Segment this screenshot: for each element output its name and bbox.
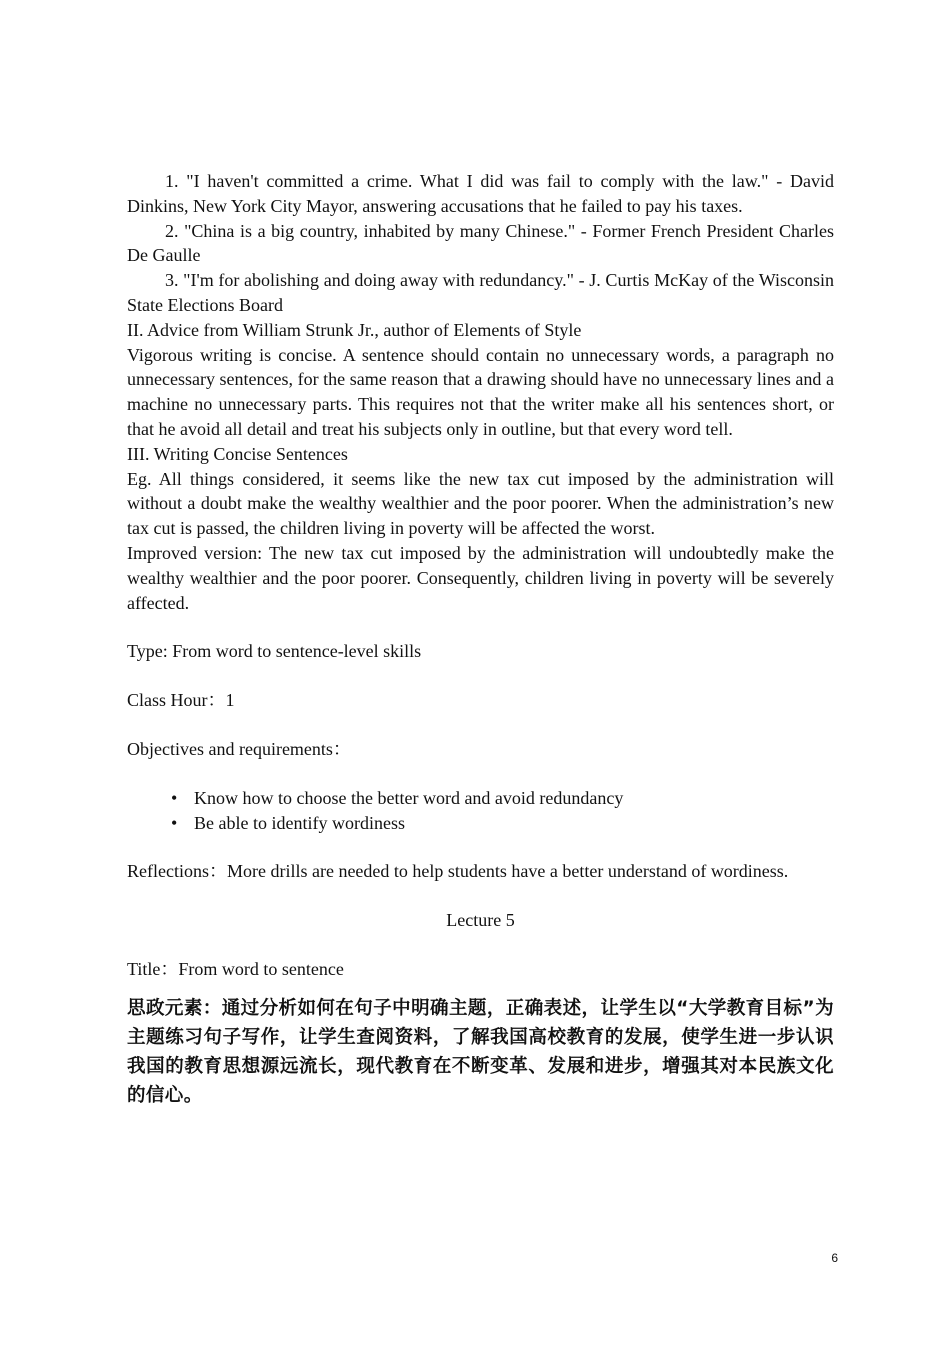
page-content (127, 169, 834, 1110)
quote-2: 2. "China is a big country, inhabited by many Chinese." - Former French President Charles De Gaulle (127, 220, 834, 266)
spacer (127, 762, 834, 786)
spacer (127, 713, 834, 737)
objectives-heading: Objectives and requirements： (127, 738, 351, 759)
quote-1: 1. "I haven't committed a crime. What I did was fail to comply with the law." - David Dinkins, New York City Mayor, answering accusations that he failed to pay his taxes. (127, 171, 834, 216)
quote-3: 3. "I'm for abolishing and doing away with redundancy." - J. Curtis McKay of the Wisconsin State Elections Board (127, 270, 834, 315)
spacer (127, 615, 834, 639)
type-line: Type: From word to sentence-level skills (127, 641, 422, 662)
spacer (127, 884, 834, 908)
ideology-elements: 思政元素：通过分析如何在句子中明确主题，正确表述，让学生以“大学教育目标”为主题练习句子写作，让学生查阅资料，了解我国高校教育的发展，使学生进一步认识我国的教育思想源远流长，现代教育在不断变革、发展和进步，增强其对本民族文化的信心。 (127, 997, 834, 1106)
improved-version: Improved version: The new tax cut imposed by the administration will undoubtedly make the wealthy wealthier and the poor poorer. Consequently, children living in poverty will be severely affected. (127, 542, 834, 613)
section-2-heading: II. Advice from William Strunk Jr., author of Elements of Style (127, 319, 582, 340)
list-item: • Know how to choose the better word and avoid redundancy (167, 786, 834, 811)
example-sentence: Eg. All things considered, it seems like the new tax cut imposed by the administration will without a doubt make the wealthy wealthier and the poor poorer. When the administration’s new tax cut is passed, the children living in poverty will be affected the worst. (127, 468, 834, 539)
reflections: Reflections：More drills are needed to help students have a better understand of wordiness. (127, 861, 789, 882)
spacer (127, 664, 834, 688)
lecture-title: Lecture 5 (446, 910, 515, 931)
spacer (127, 933, 834, 957)
page-number: 6 (831, 1251, 838, 1265)
class-hour: Class Hour：1 (127, 690, 235, 711)
spacer (127, 835, 834, 859)
section-2-body: Vigorous writing is concise. A sentence should contain no unnecessary words, a paragraph no unnecessary sentences, for the same reason that a drawing should have no unnecessary lines and a machine no unnecessary parts. This requires not that the writer make all his sentences short, or that he avoid all detail and treat his subjects only in outline, but that every word tell. (127, 344, 834, 439)
objectives-list (127, 786, 834, 836)
section-3-heading: III. Writing Concise Sentences (127, 443, 348, 464)
list-item: • Be able to identify wordiness (167, 811, 834, 836)
title-line: Title：From word to sentence (127, 958, 344, 979)
